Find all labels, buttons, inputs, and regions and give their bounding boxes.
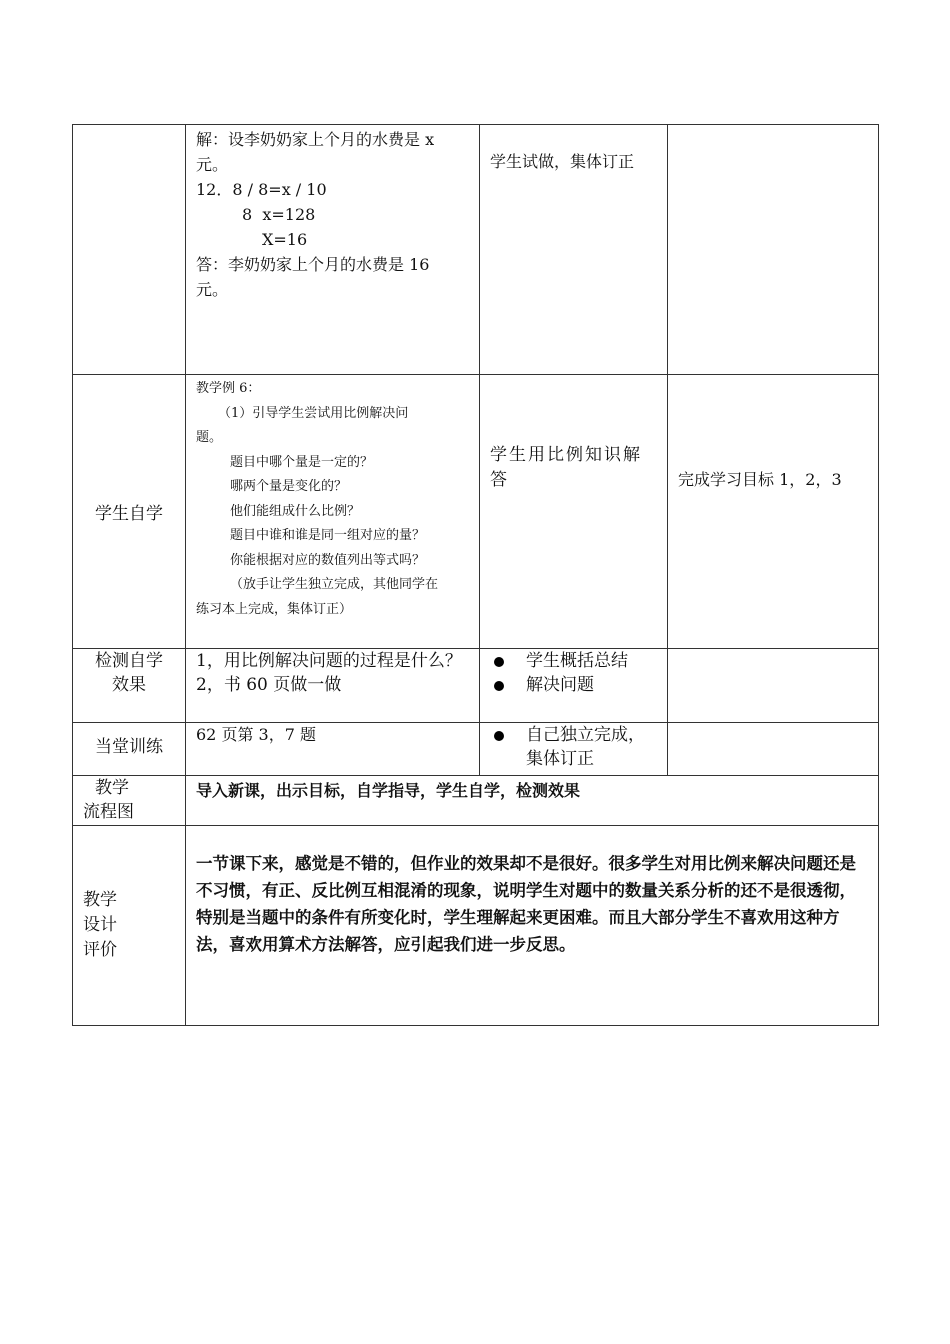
solution-line: 12．8 / 8=x / 10 <box>196 180 327 199</box>
row2-example-cell <box>186 375 480 649</box>
table-row <box>73 375 879 649</box>
question-line: 2，书 60 页做一做 <box>196 675 342 695</box>
row4-activity-cell <box>480 723 668 776</box>
row-label: 评价 <box>83 940 117 960</box>
row1-label-cell <box>73 125 186 375</box>
bullet-item: 自己独立完成，集体订正 <box>490 723 657 771</box>
table-row <box>73 125 879 375</box>
row3-label-cell <box>73 649 186 723</box>
row6-label-cell <box>73 826 186 1026</box>
example-line: 练习本上完成，集体订正） <box>196 601 353 617</box>
table-row <box>73 649 879 723</box>
bullet-icon <box>494 657 504 667</box>
row4-goal-cell <box>668 723 879 776</box>
row2-goal-text: 完成学习目标 1，2，3 <box>678 470 842 489</box>
solution-line: 解：设李奶奶家上个月的水费是 x <box>196 130 435 149</box>
solution-line: 元。 <box>196 280 229 299</box>
example-line: （放手让学生独立完成，其他同学在 <box>230 577 439 592</box>
row3-activity-cell <box>480 649 668 723</box>
row2-label-cell <box>73 375 186 649</box>
bullet-item: 解决问题 <box>490 673 657 697</box>
bullet-item: 学生概括总结 <box>490 649 657 673</box>
lesson-plan-table <box>72 124 879 1026</box>
solution-line: 元。 <box>196 155 229 174</box>
row5-content-cell <box>186 776 879 826</box>
bullet-icon <box>494 731 504 741</box>
row1-activity-text: 学生试做，集体订正 <box>490 152 635 171</box>
solution-line: X=16 <box>262 230 308 249</box>
solution-line: 8 x=128 <box>242 205 316 224</box>
row2-activity-cell <box>480 375 668 649</box>
row1-activity-cell <box>480 125 668 375</box>
example-line: 题目中谁和谁是同一组对应的量？ <box>230 528 426 543</box>
exercise-text: 62 页第 3，7 题 <box>196 725 316 744</box>
example-line: 他们能组成什么比例？ <box>230 503 361 519</box>
row6-content-cell <box>186 826 879 1026</box>
example-line: 题目中哪个量是一定的？ <box>230 454 374 470</box>
example-line: （1）引导学生尝试用比例解决问 <box>218 405 409 421</box>
row4-label-cell <box>73 723 186 776</box>
row-label: 教学 <box>95 778 129 798</box>
row1-goal-cell <box>668 125 879 375</box>
row4-exercise-cell <box>186 723 480 776</box>
row3-goal-cell <box>668 649 879 723</box>
solution-line: 答：李奶奶家上个月的水费是 16 <box>196 255 430 274</box>
table-row <box>73 723 879 776</box>
row-label: 当堂训练 <box>95 737 163 757</box>
row3-question-cell <box>186 649 480 723</box>
row2-goal-cell <box>668 375 879 649</box>
row-label: 教学 <box>83 890 117 910</box>
example-line: 教学例 6： <box>196 381 261 396</box>
flowchart-text: 导入新课，出示目标，自学指导，学生自学，检测效果 <box>196 781 581 800</box>
bullet-icon <box>494 681 504 691</box>
row-label: 检测自学效果 <box>95 651 163 695</box>
row-label: 学生自学 <box>95 504 163 524</box>
table-row <box>73 826 879 1026</box>
question-line: 1，用比例解决问题的过程是什么？ <box>196 651 462 671</box>
row-label: 设计 <box>83 915 117 935</box>
example-line: 你能根据对应的数值列出等式吗？ <box>230 552 426 568</box>
table-row <box>73 776 879 826</box>
example-line: 哪两个量是变化的？ <box>230 479 348 494</box>
evaluation-text: 一节课下来，感觉是不错的，但作业的效果却不是很好。很多学生对用比例来解决问题还是不习惯，有正、反比例互相混淆的现象，说明学生对题中的数量关系分析的还不是很透彻，特别是当题中的条件有所变化时，学生理解起来更困难。而且大部分学生不喜欢用这种方法，喜欢用算术方法解答，应引起我们进一步反思。 <box>196 854 856 954</box>
row5-label-cell <box>73 776 186 826</box>
row2-activity-text: 学生用比例知识解答 <box>490 445 642 490</box>
row-label: 流程图 <box>83 802 134 822</box>
example-line: 题。 <box>196 430 223 445</box>
row1-solution-cell <box>186 125 480 375</box>
